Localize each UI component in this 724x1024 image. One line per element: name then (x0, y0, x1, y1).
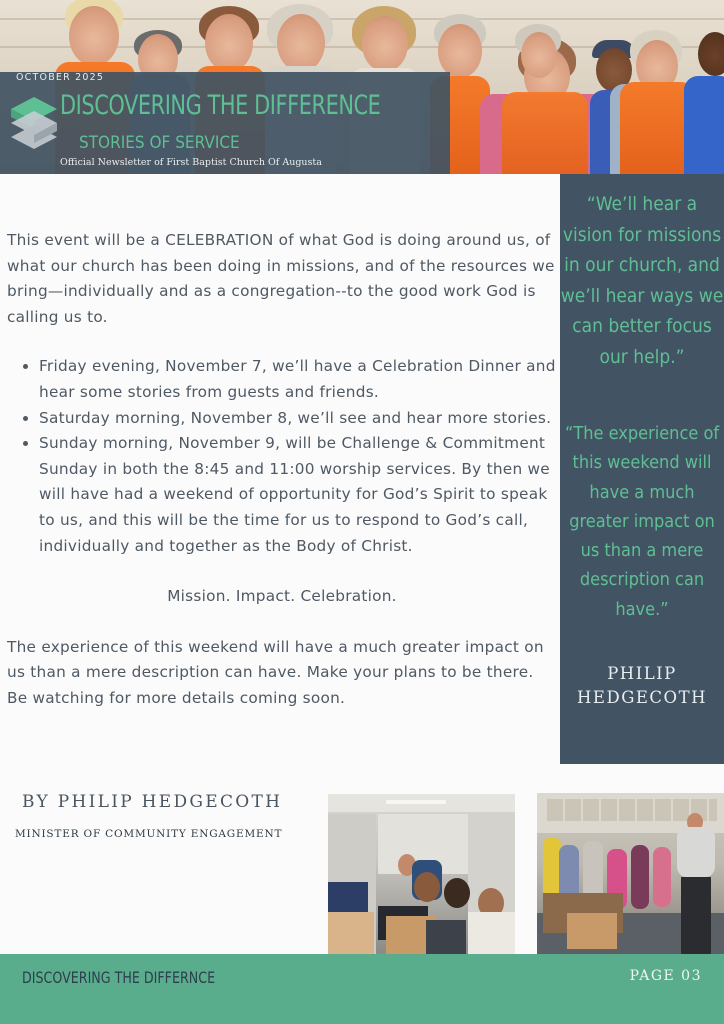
event-schedule-list (7, 354, 557, 559)
list-item: • Friday evening, November 7, we’ll have a Celebration Dinner and hear some stories from guests and friends. (39, 354, 557, 405)
volunteer-figure (515, 24, 565, 84)
intro-paragraph: This event will be a CELEBRATION of what God is doing around us, of what our church has been doing in missions, and of the resources we bring—individually and as a congregation--to the good work God is calling us to. (7, 231, 555, 326)
pull-quote-1: “We’ll hear a vision for missions in our church, and we’ll hear ways we can better focus our help.” (560, 193, 724, 368)
pull-quote-2: “The experience of this weekend will have a much greater impact on us than a mere description can have.” (564, 423, 720, 620)
sidebar-author: PHILIP HEDGECOTH (577, 664, 707, 707)
byline-name: BY PHILIP HEDGECOTH (22, 792, 283, 812)
motto-line: Mission. Impact. Celebration. (167, 587, 397, 606)
list-item: • Saturday morning, November 8, we’ll see and hear more stories. (39, 406, 557, 432)
article-body (7, 228, 557, 712)
list-item: • Sunday morning, November 9, will be Challenge & Commitment Sunday in both the 8:45 and 11:00 worship services. By then we will have had a weekend of opportunity for God’s Spirit to speak to us, and this will be the time for us to respond to God’s call, individually and together as the Body of Christ. (39, 431, 557, 559)
volunteer-figure (684, 28, 724, 174)
page-number: PAGE 03 (629, 968, 702, 984)
newsletter-tagline: Official Newsletter of First Baptist Church Of Augusta (60, 157, 322, 168)
newsletter-title: DISCOVERING THE DIFFERENCE (60, 90, 381, 121)
footer-title: DISCOVERING THE DIFFERNCE (22, 968, 216, 987)
pull-quote-sidebar (560, 174, 724, 764)
volunteer-sorting-photo (328, 794, 515, 954)
byline-role: MINISTER OF COMMUNITY ENGAGEMENT (15, 828, 283, 840)
newsletter-subtitle: STORIES OF SERVICE (79, 133, 240, 153)
page-footer (0, 954, 724, 1024)
fellowship-hall-photo (537, 793, 724, 954)
layered-s-logo-icon (9, 95, 59, 151)
closing-paragraph: The experience of this weekend will have a much greater impact on us than a mere description can have. Make your plans to be there. Be watching for more details coming soon. (7, 637, 544, 707)
issue-date: OCTOBER 2025 (16, 72, 105, 83)
